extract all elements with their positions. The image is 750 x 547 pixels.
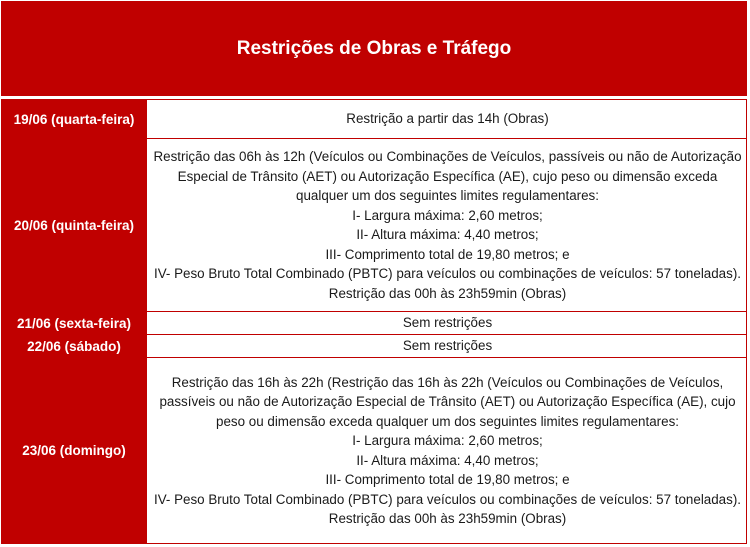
- page-title: Restrições de Obras e Tráfego: [1, 1, 747, 96]
- day-cell: 19/06 (quarta-feira): [1, 100, 149, 138]
- table-row: [1, 99, 747, 138]
- table-row: [1, 357, 747, 544]
- restriction-line: IV- Peso Bruto Total Combinado (PBTC) para veículos ou combinações de veículos: 57 toneladas).: [153, 491, 742, 507]
- restriction-line: II- Altura máxima: 4,40 metros;: [356, 452, 539, 468]
- restriction-line: III- Comprimento total de 19,80 metros; e: [325, 472, 570, 487]
- restrictions-table: [1, 99, 747, 544]
- table-row: [1, 334, 747, 357]
- restriction-line: Sem restrições: [402, 315, 493, 331]
- restriction-line: Restrição das 00h às 23h59min (Obras): [328, 511, 567, 526]
- restriction-line: IV- Peso Bruto Total Combinado (PBTC) para veículos ou combinações de veículos: 57 toneladas).: [153, 266, 742, 281]
- restriction-cell: [149, 139, 747, 311]
- restriction-line: Restrição a partir das 14h (Obras): [346, 111, 549, 127]
- restriction-line: Restrição das 16h às 22h (Restrição das 16h às 22h (Veículos ou Combinações de Veículos, passíveis ou não de Autorização Especial de Trânsito (AET) ou Autorização Específica (AE), cujo peso ou dimensão exceda qualquer um dos seguintes limites regulamentares:: [159, 374, 736, 429]
- restriction-line: III- Comprimento total de 19,80 metros; e: [325, 246, 570, 262]
- restriction-line: Restrição das 06h às 12h (Veículos ou Combinações de Veículos, passíveis ou não de Autorização Especial de Trânsito (AET) ou Autorização Específica (AE), cujo peso ou dimensão exceda qualquer um dos seguintes limites regulamentares:: [153, 149, 742, 203]
- restriction-line: Sem restrições: [402, 338, 493, 354]
- restriction-cell: [149, 100, 747, 138]
- restriction-cell: [149, 312, 747, 334]
- table-row: [1, 138, 747, 311]
- restriction-cell: [149, 335, 747, 357]
- table-row: [1, 311, 747, 334]
- day-cell: 23/06 (domingo): [1, 358, 149, 543]
- restriction-cell: [149, 358, 747, 543]
- restriction-line: I- Largura máxima: 2,60 metros;: [352, 433, 543, 448]
- restriction-line: Restrição das 00h às 23h59min (Obras): [328, 285, 567, 301]
- restriction-line: I- Largura máxima: 2,60 metros;: [352, 207, 543, 223]
- day-cell: 21/06 (sexta-feira): [1, 312, 149, 334]
- day-cell: 20/06 (quinta-feira): [1, 139, 149, 311]
- restriction-line: II- Altura máxima: 4,40 metros;: [356, 227, 539, 242]
- day-cell: 22/06 (sábado): [1, 335, 149, 357]
